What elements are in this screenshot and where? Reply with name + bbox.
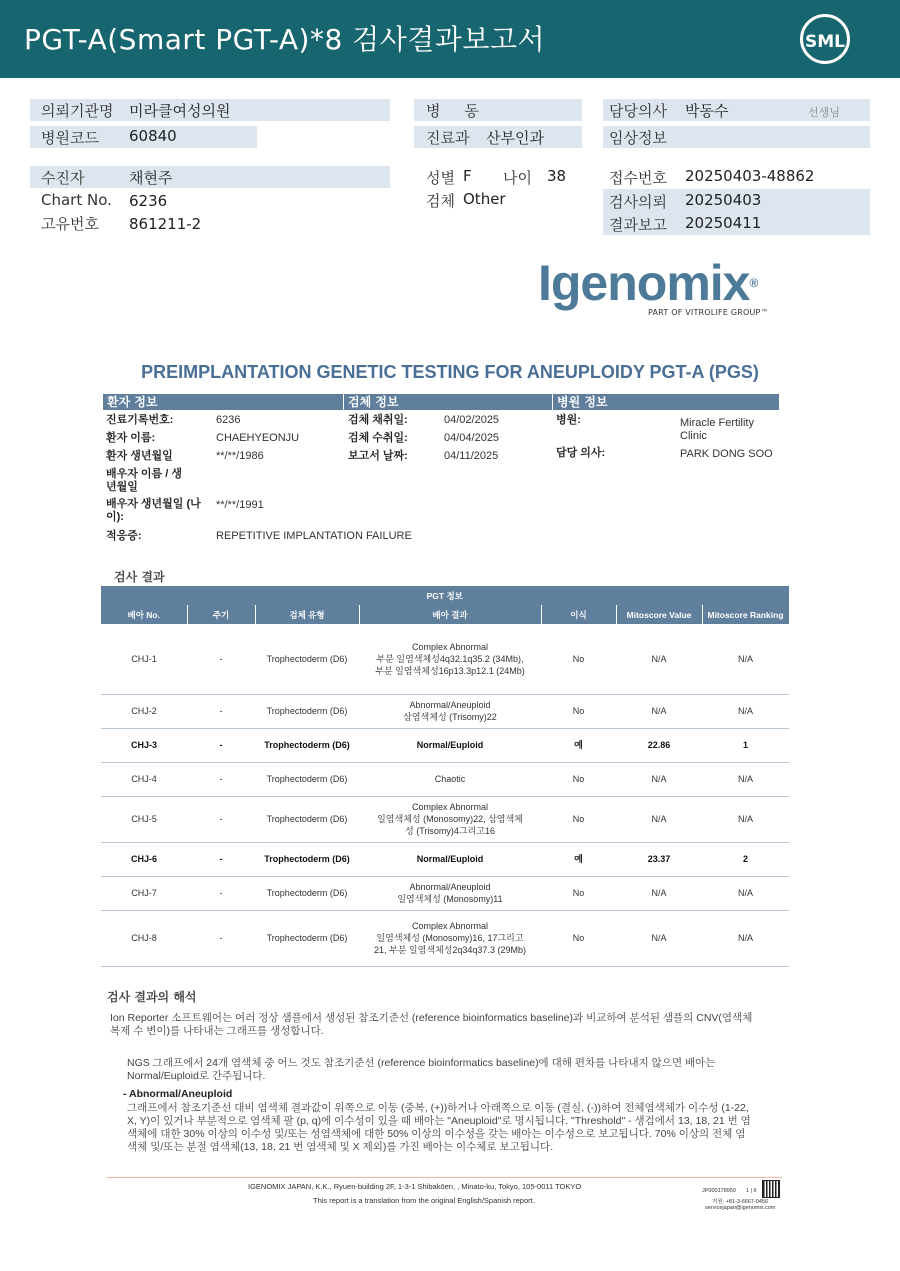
- table-row: [101, 762, 789, 796]
- request-value: 20250403: [685, 191, 762, 209]
- col-specimen-type: 검체 유형: [255, 605, 359, 624]
- sex-value: F: [463, 167, 472, 185]
- mito-rank-cell: 2: [702, 842, 789, 876]
- clinical-label: 임상정보: [609, 129, 667, 147]
- chart-no-value: 6236: [216, 414, 241, 426]
- igenomix-tagline: PART OF VITROLIFE GROUP™: [648, 308, 769, 317]
- collected-value: 04/02/2025: [444, 414, 500, 426]
- patient-label: 수진자: [41, 169, 85, 187]
- table-row: [101, 624, 789, 694]
- igenomix-logo: [538, 255, 769, 317]
- patient-name-value: CHAEHYEONJU: [216, 432, 300, 444]
- mito-rank-cell: N/A: [702, 876, 789, 910]
- cycle-cell: -: [187, 796, 255, 842]
- report-date-label: 결과보고: [609, 216, 667, 234]
- col-cycle: 주기: [187, 605, 255, 624]
- interpretation-paragraph-2: NGS 그래프에서 24개 염색체 중 어느 것도 참조기준선 (reference bioinformatics baseline)에 대해 편차를 나타내지 않으면 배아는 Normal/Euploid로 간주됩니다.: [127, 1057, 716, 1082]
- result-cell: [359, 624, 541, 694]
- table-row: [101, 842, 789, 876]
- embryo-id-cell: CHJ-6: [101, 842, 187, 876]
- registered-mark: ®: [749, 276, 758, 290]
- mito-value-cell: N/A: [616, 762, 702, 796]
- aneuploid-heading: - Abnormal/Aneuploid: [123, 1088, 233, 1100]
- interpretation-paragraph-1: Ion Reporter 소프트웨어는 여러 정상 샘플에서 생성된 참조기준선 (reference bioinformatics baseline)과 비교하여 분석된 샘플의 CNV(염색체 복제 수 변이)를 나타내는 그래프를 생성합니다.: [110, 1012, 753, 1037]
- embryo-id-cell: CHJ-2: [101, 694, 187, 728]
- cycle-cell: -: [187, 624, 255, 694]
- result-title: Abnormal/Aneuploid: [409, 882, 491, 892]
- table-row: [101, 796, 789, 842]
- sml-logo: SML: [800, 14, 850, 64]
- specimen-type-cell: Trophectoderm (D6): [255, 694, 359, 728]
- footer-divider: [106, 1177, 782, 1178]
- specimen-type-cell: Trophectoderm (D6): [255, 876, 359, 910]
- transfer-cell: No: [541, 624, 616, 694]
- result-title: Complex Abnormal: [411, 641, 489, 652]
- result-title: Complex Abnormal: [411, 802, 489, 812]
- footer-note: This report is a translation from the original English/Spanish report.: [313, 1196, 535, 1205]
- result-detail: 일염색체성 (Monosomy)11: [397, 894, 503, 904]
- result-cell: [359, 842, 541, 876]
- spouse-dob-label: 배우자 생년월일 (나이):: [106, 498, 201, 523]
- embryo-id-cell: CHJ-7: [101, 876, 187, 910]
- cycle-cell: -: [187, 842, 255, 876]
- transfer-cell: No: [541, 796, 616, 842]
- sex-label: 성별: [426, 169, 455, 187]
- transfer-cell: No: [541, 876, 616, 910]
- result-title: Complex Abnormal: [411, 921, 489, 931]
- footer-email: servicejapan@igenomix.com: [705, 1205, 776, 1211]
- mito-value-cell: 22.86: [616, 728, 702, 762]
- cycle-cell: -: [187, 728, 255, 762]
- transfer-cell: No: [541, 694, 616, 728]
- mito-value-cell: N/A: [616, 624, 702, 694]
- physician-label: 담당 의사:: [556, 447, 606, 459]
- indication-label: 적응증:: [106, 530, 142, 542]
- cycle-cell: -: [187, 876, 255, 910]
- mito-value-cell: N/A: [616, 796, 702, 842]
- hospital-label: 병원:: [556, 414, 581, 426]
- result-cell: [359, 762, 541, 796]
- specimen-type-cell: Trophectoderm (D6): [255, 728, 359, 762]
- doctor-value: 박동수: [685, 102, 729, 120]
- chart-no-label: 진료기록번호:: [106, 414, 174, 426]
- specimen-type-cell: Trophectoderm (D6): [255, 796, 359, 842]
- chart-value: 6236: [129, 192, 168, 210]
- ward-label: 병 동: [426, 102, 479, 120]
- received-label: 검체 수취일:: [348, 432, 408, 444]
- result-cell: [359, 728, 541, 762]
- physician-value: PARK DONG SOO: [680, 448, 773, 460]
- age-value: 38: [547, 167, 567, 185]
- receipt-value: 20250403-48862: [685, 167, 815, 185]
- footer-page: 1 | 6: [746, 1188, 757, 1194]
- result-cell: [359, 910, 541, 966]
- hospital-value: Miracle Fertility Clinic: [680, 417, 754, 442]
- igenomix-wordmark: Igenomix: [538, 255, 750, 311]
- specimen-type-cell: Trophectoderm (D6): [255, 762, 359, 796]
- transfer-cell: No: [541, 910, 616, 966]
- result-title: Abnormal/Aneuploid: [409, 700, 491, 710]
- patient-dob-label: 환자 생년월일: [106, 450, 173, 462]
- results-heading: 검사 결과: [114, 570, 165, 584]
- spouse-dob-value: **/**/1991: [216, 499, 264, 511]
- results-table: [101, 586, 790, 967]
- chart-label: Chart No.: [41, 191, 112, 209]
- mito-rank-cell: N/A: [702, 624, 789, 694]
- mito-value-cell: N/A: [616, 910, 702, 966]
- hospital-code-label: 병원코드: [41, 129, 99, 147]
- table-row: [101, 728, 789, 762]
- report-date-value: 20250411: [685, 214, 762, 232]
- collected-label: 검체 채취일:: [348, 414, 408, 426]
- specimen-type-cell: Trophectoderm (D6): [255, 910, 359, 966]
- transfer-cell: 예: [541, 842, 616, 876]
- specimen-label: 검체: [426, 192, 455, 210]
- mito-rank-cell: N/A: [702, 762, 789, 796]
- interpretation-heading: 검사 결과의 해석: [107, 990, 197, 1004]
- department-label: 진료과: [426, 129, 470, 147]
- doctor-label: 담당의사: [609, 102, 667, 120]
- embryo-id-cell: CHJ-4: [101, 762, 187, 796]
- result-detail: 일염색체성 (Monosomy)16, 17그리고21, 부분 일염색체성2q34q37.3 (29Mb): [374, 933, 526, 955]
- mito-value-cell: N/A: [616, 694, 702, 728]
- institution-value: 미라클여성의원: [129, 102, 231, 120]
- footer-doc-id: JP000178959: [702, 1188, 736, 1194]
- hospital-code-value: 60840: [129, 127, 177, 145]
- cycle-cell: -: [187, 762, 255, 796]
- cycle-cell: -: [187, 910, 255, 966]
- specimen-type-cell: Trophectoderm (D6): [255, 624, 359, 694]
- patient-section-header: 환자 정보: [103, 394, 343, 410]
- table-row: [101, 910, 789, 966]
- col-transfer: 이식: [541, 605, 616, 624]
- report-date-label-en: 보고서 날짜:: [348, 450, 408, 462]
- result-detail: 삼염색체성 (Trisomy)22: [403, 712, 497, 722]
- table-row: [101, 876, 789, 910]
- request-label: 검사의뢰: [609, 193, 667, 211]
- mito-value-cell: N/A: [616, 876, 702, 910]
- result-detail: 부분 일염색체성4q32.1q35.2 (34Mb), 부분 일염색체성16p13.3p12.1 (24Mb): [375, 653, 525, 676]
- unique-label: 고유번호: [41, 215, 99, 233]
- patient-name-label: 환자 이름:: [106, 432, 156, 444]
- footer-phone: 지원: +81-3-6667-0456: [712, 1199, 769, 1205]
- result-title: Normal/Euploid: [416, 854, 484, 864]
- mito-value-cell: 23.37: [616, 842, 702, 876]
- result-title: Chaotic: [434, 774, 466, 784]
- mito-rank-cell: 1: [702, 728, 789, 762]
- embryo-id-cell: CHJ-3: [101, 728, 187, 762]
- report-date-value-en: 04/11/2025: [444, 450, 499, 462]
- embryo-id-cell: CHJ-8: [101, 910, 187, 966]
- mito-rank-cell: N/A: [702, 694, 789, 728]
- pgt-group-header: PGT 정보: [101, 586, 789, 605]
- transfer-cell: No: [541, 762, 616, 796]
- footer-address: IGENOMIX JAPAN, K.K., Ryuen-building 2F, 1-3-1 Shibakōen, , Minato-ku, Tokyo, 105-0011 TOKYO: [248, 1182, 582, 1191]
- report-title: PGT-A(Smart PGT-A)*8 검사결과보고서: [24, 23, 546, 56]
- department-value: 산부인과: [486, 129, 544, 147]
- col-mito-value: Mitoscore Value: [616, 605, 702, 624]
- institution-label: 의뢰기관명: [41, 102, 114, 120]
- receipt-label: 접수번호: [609, 169, 667, 187]
- result-cell: [359, 876, 541, 910]
- embryo-id-cell: CHJ-1: [101, 624, 187, 694]
- doctor-suffix: 선생님: [808, 106, 840, 119]
- col-mito-ranking: Mitoscore Ranking: [702, 605, 789, 624]
- mito-rank-cell: N/A: [702, 796, 789, 842]
- transfer-cell: 예: [541, 728, 616, 762]
- result-cell: [359, 694, 541, 728]
- interpretation-paragraph-3: 그래프에서 참조기준선 대비 염색체 결과값이 위쪽으로 이동 (중복, (+))하거나 아래쪽으로 이동 (결실, (-))하여 전체염색체가 이수성 (1-22, X, Y)이 있거나 부분적으로 염색체 팔 (p, q)에 이수성이 있을 때 배아는 "Aneuploid"로 명시됩니다. "Threshold" - 생검에서 13, 18, 21 번 염색체에 대한 30% 이상의 이수성 및/또는 성염색체에 대한 50% 이상의 이수성을 갖는 배아는 이수성으로 보고됩니다. 70% 이상의 전체 염색체 및/또는 분절 염색체(13, 18, 21 번 염색체 및 X 제외)를 가진 배아는 이수체로 보고됩니다.: [127, 1102, 751, 1153]
- table-row: [101, 694, 789, 728]
- specimen-value: Other: [463, 190, 506, 208]
- specimen-section-header: 검체 정보: [344, 394, 552, 410]
- hospital-section-header: 병원 정보: [553, 394, 779, 410]
- spouse-name-label: 배우자 이름 / 생년월일: [106, 468, 182, 493]
- age-label: 나이: [503, 169, 532, 187]
- patient-value: 채현주: [129, 169, 173, 187]
- indication-value: REPETITIVE IMPLANTATION FAILURE: [216, 530, 412, 542]
- received-value: 04/04/2025: [444, 432, 500, 444]
- results-table-body: [101, 624, 789, 966]
- patient-dob-value: **/**/1986: [216, 450, 264, 462]
- result-title: Normal/Euploid: [416, 740, 484, 750]
- result-cell: [359, 796, 541, 842]
- cycle-cell: -: [187, 694, 255, 728]
- embryo-id-cell: CHJ-5: [101, 796, 187, 842]
- pgt-report-title: PREIMPLANTATION GENETIC TESTING FOR ANEUPLOIDY PGT-A (PGS): [141, 362, 759, 382]
- specimen-type-cell: Trophectoderm (D6): [255, 842, 359, 876]
- qr-code-icon: [762, 1180, 780, 1198]
- mito-rank-cell: N/A: [702, 910, 789, 966]
- unique-value: 861211-2: [129, 215, 202, 233]
- col-embryo-no: 배아 No.: [101, 605, 187, 624]
- result-detail: 일염색체성 (Monosomy)22, 삼염색체성 (Trisomy)4그리고16: [377, 814, 523, 836]
- col-embryo-result: 배아 결과: [359, 605, 541, 624]
